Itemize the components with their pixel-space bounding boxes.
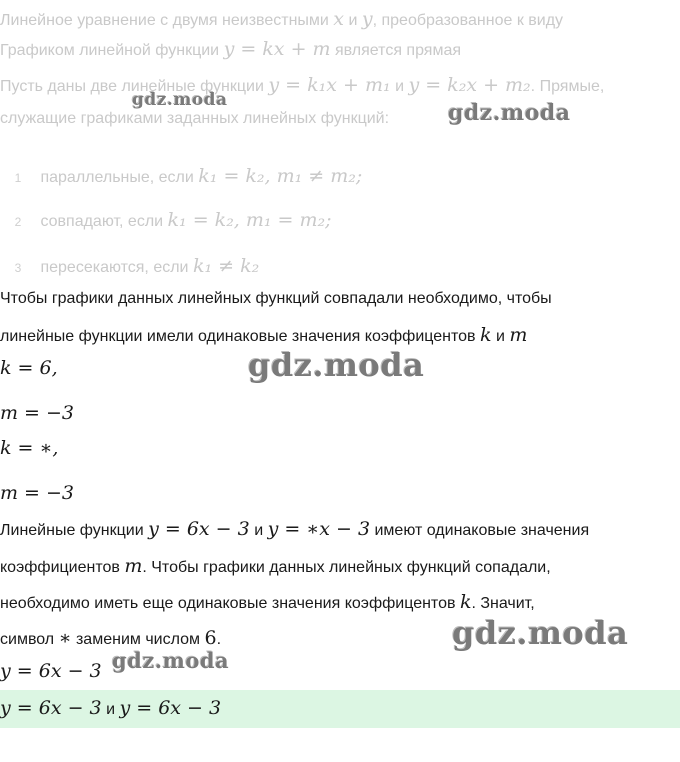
intro-text: Пусть даны две линейные функции [0,78,264,95]
condition-item [0,165,362,187]
watermark: gdz.moda [132,90,228,110]
list-number: 3 [14,261,22,275]
equation-m-2: m = −3 [0,482,75,504]
condition-formula: k₁ = k₂, m₁ = m₂; [167,209,332,231]
math-formula: y = k₁x + m₁ [268,74,391,96]
math-formula: y = kx + m [223,38,331,60]
solution-paragraph-2 [0,518,589,540]
intro-tail: , преобразованное к виду [372,12,564,29]
watermark: gdz.moda [452,614,629,652]
equation-k-star: k = ∗, [0,437,59,459]
math-star: ∗ [58,627,72,649]
condition-item [0,255,259,277]
conjunction: и [254,522,264,539]
list-number: 2 [14,215,22,229]
intro-text: Графиком линейной функции [0,42,220,59]
math-x: x [333,8,345,30]
solution-text: . Значит, [471,595,535,612]
answer-formula: y = 6x − 3 [119,697,222,719]
solution-paragraph-1b [0,324,527,346]
solution-paragraph-1 [0,290,552,308]
solution-text: символ [0,631,55,648]
math-k: k [480,324,492,346]
answer-formula: y = 6x − 3 [0,697,102,719]
solution-text: коэффициентов [0,559,120,576]
math-k: k [459,591,472,613]
equation-m: m = −3 [0,402,75,424]
intro-tail: является прямая [335,42,462,59]
intro-line-2 [0,38,461,60]
math-m: m [124,555,143,577]
solution-text: заменим числом [75,631,201,648]
result-equation: y = 6x − 3 [0,660,102,682]
condition-text: параллельные, если [40,169,194,186]
conjunction: и [395,78,404,95]
intro-text: служащие графиками заданных линейных функций: [0,110,390,127]
solution-paragraph-4 [0,591,535,613]
condition-text: совпадают, если [40,213,164,230]
condition-formula: k₁ ≠ k₂ [192,255,260,277]
watermark: gdz.moda [248,346,425,384]
equation-k: k = 6, [0,357,58,379]
condition-text: пересекаются, если [40,259,189,276]
watermark: gdz.moda [112,648,230,673]
math-formula: y = ∗x − 3 [267,518,371,540]
solution-text: Чтобы графики данных линейных функций совпадали необходимо, чтобы [0,290,552,307]
solution-text: необходимо иметь еще одинаковые значения коэффицентов [0,595,456,612]
intro-line-4 [0,110,389,128]
watermark: gdz.moda [448,100,571,126]
condition-formula: k₁ = k₂, m₁ ≠ m₂; [198,165,363,187]
solution-text: Линейные функции [0,522,144,539]
solution-text: линейные функции имели одинаковые значения коэффицентов [0,328,476,345]
conjunction: и [106,701,116,718]
answer-line [0,697,221,719]
intro-text: Линейное уравнение с двумя неизвестными [0,12,329,29]
solution-text: . [216,631,222,648]
solution-text: имеют одинаковые значения [374,522,590,539]
solution-paragraph-3 [0,555,551,577]
list-number: 1 [14,171,22,185]
conjunction: и [348,12,358,29]
intro-line-3 [0,74,604,96]
solution-paragraph-5 [0,627,221,649]
math-formula: y = 6x − 3 [148,518,250,540]
intro-line-1 [0,8,563,30]
math-six: 6 [204,627,217,649]
condition-item [0,209,332,231]
solution-text: . Чтобы графики данных линейных функций сопадали, [142,559,551,576]
conjunction: и [495,328,505,345]
math-y: y [361,8,373,30]
intro-tail: . Прямые, [530,78,605,95]
math-formula: y = k₂x + m₂ [408,74,531,96]
math-m: m [509,324,528,346]
